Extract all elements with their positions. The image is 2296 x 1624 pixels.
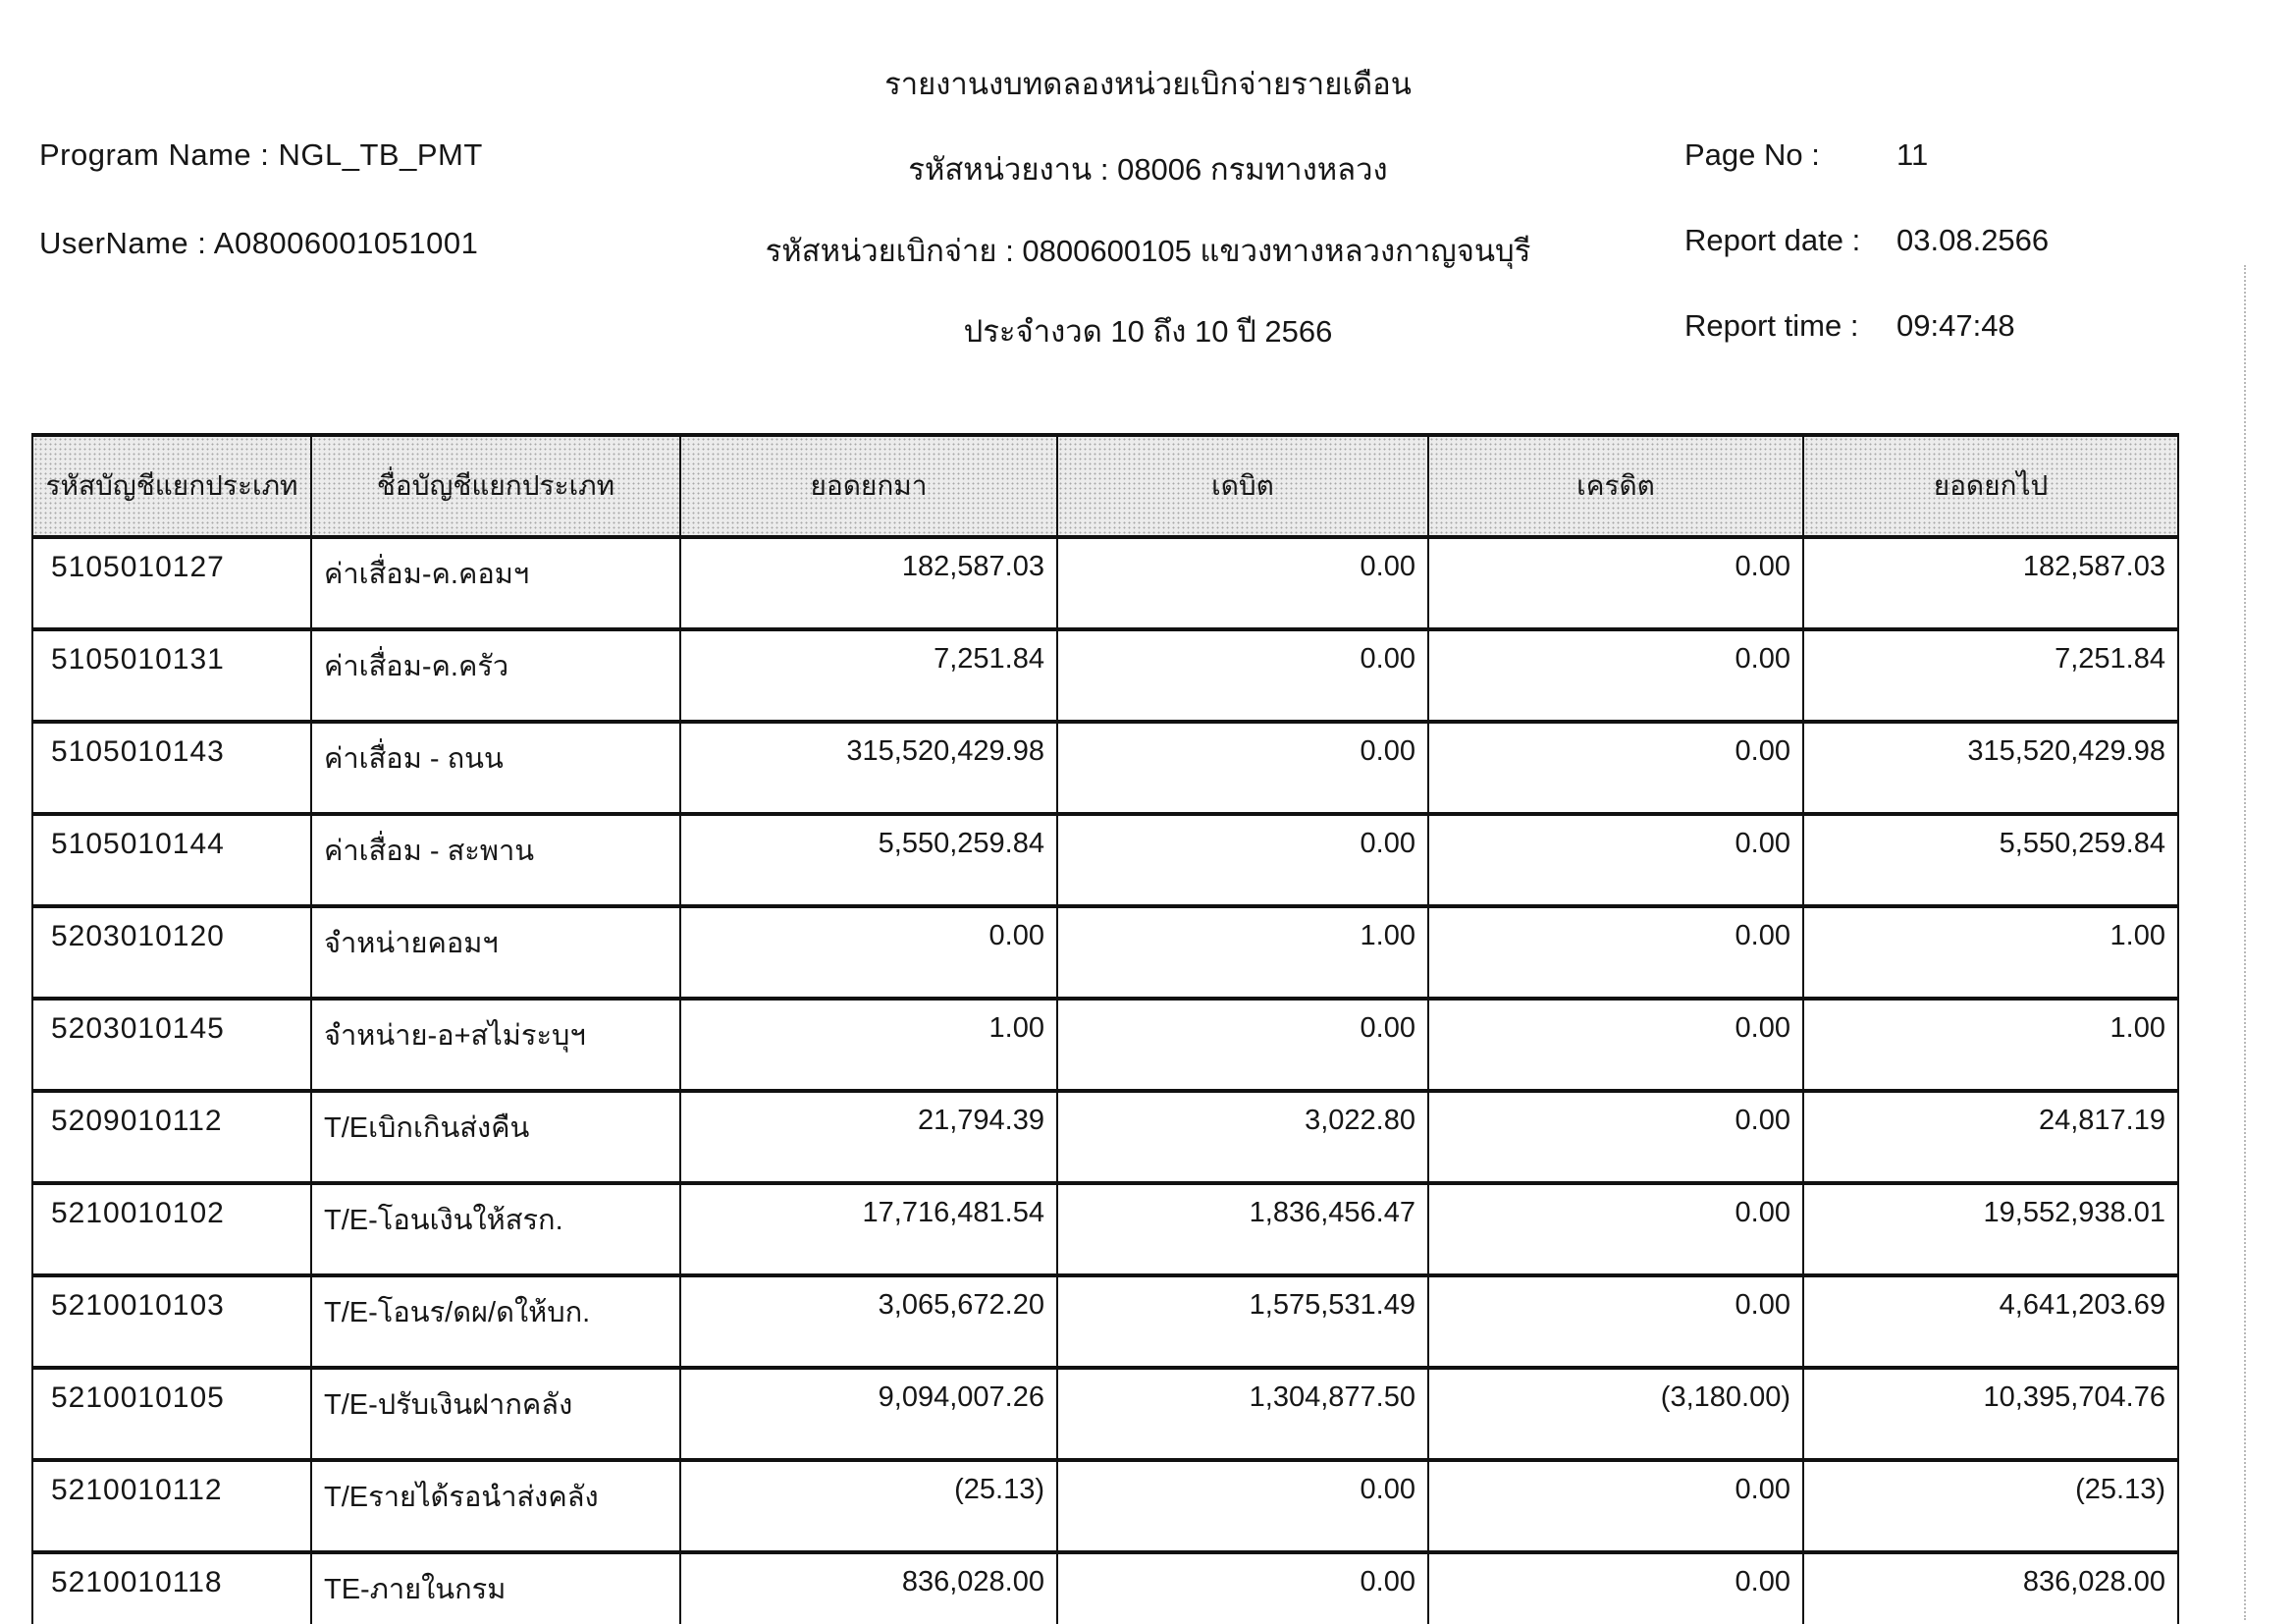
page-no-value: 11 — [1896, 137, 1929, 172]
report-time-value: 09:47:48 — [1896, 308, 2015, 343]
cell-account-code: 5105010143 — [32, 722, 311, 814]
cell-account-name: จำหน่ายคอมฯ — [311, 906, 680, 999]
cell-opening-balance: 315,520,429.98 — [680, 722, 1057, 814]
cell-closing-balance: 10,395,704.76 — [1803, 1368, 2178, 1460]
cell-account-code: 5210010105 — [32, 1368, 311, 1460]
cell-account-name: T/Eรายได้รอนำส่งคลัง — [311, 1460, 680, 1552]
col-header-account-name: ชื่อบัญชีแยกประเภท — [311, 435, 680, 537]
cell-account-name: TE-ภายในกรม — [311, 1552, 680, 1624]
cell-closing-balance: 7,251.84 — [1803, 629, 2178, 722]
cell-credit: 0.00 — [1428, 1183, 1803, 1275]
cell-closing-balance: 1.00 — [1803, 999, 2178, 1091]
cell-account-name: T/E-ปรับเงินฝากคลัง — [311, 1368, 680, 1460]
cell-account-name: T/E-โอนเงินให้สรก. — [311, 1183, 680, 1275]
cell-credit: 0.00 — [1428, 629, 1803, 722]
cell-credit: 0.00 — [1428, 1460, 1803, 1552]
col-header-debit: เดบิต — [1057, 435, 1428, 537]
cell-credit: 0.00 — [1428, 1552, 1803, 1624]
table-header — [32, 435, 2178, 537]
cell-closing-balance: 182,587.03 — [1803, 537, 2178, 629]
cell-debit: 0.00 — [1057, 1460, 1428, 1552]
table-row — [32, 814, 2178, 906]
cell-opening-balance: 0.00 — [680, 906, 1057, 999]
period-line: ประจำงวด 10 ถึง 10 ปี 2566 — [963, 314, 1333, 349]
cell-account-code: 5210010118 — [32, 1552, 311, 1624]
cell-debit: 0.00 — [1057, 629, 1428, 722]
col-header-closing-balance: ยอดยกไป — [1803, 435, 2178, 537]
cell-opening-balance: 21,794.39 — [680, 1091, 1057, 1183]
col-header-account-code: รหัสบัญชีแยกประเภท — [32, 435, 311, 537]
cell-account-name: T/E-โอนร/ดผ/ดให้บก. — [311, 1275, 680, 1368]
cell-opening-balance: 9,094,007.26 — [680, 1368, 1057, 1460]
program-name: Program Name : NGL_TB_PMT — [39, 137, 483, 172]
table-row — [32, 1091, 2178, 1183]
cell-opening-balance: 7,251.84 — [680, 629, 1057, 722]
disbursement-unit-line: รหัสหน่วยเบิกจ่าย : 0800600105 แขวงทางหลวงกาญจนบุรี — [765, 234, 1531, 268]
cell-debit: 1,304,877.50 — [1057, 1368, 1428, 1460]
table-row — [32, 1460, 2178, 1552]
col-header-credit: เครดิต — [1428, 435, 1803, 537]
cell-debit: 0.00 — [1057, 814, 1428, 906]
cell-opening-balance: 836,028.00 — [680, 1552, 1057, 1624]
cell-debit: 1,836,456.47 — [1057, 1183, 1428, 1275]
cell-debit: 0.00 — [1057, 537, 1428, 629]
table-row — [32, 537, 2178, 629]
cell-credit: (3,180.00) — [1428, 1368, 1803, 1460]
cell-opening-balance: 3,065,672.20 — [680, 1275, 1057, 1368]
agency-code-line: รหัสหน่วยงาน : 08006 กรมทางหลวง — [908, 152, 1388, 187]
cell-account-code: 5209010112 — [32, 1091, 311, 1183]
cell-closing-balance: 836,028.00 — [1803, 1552, 2178, 1624]
cell-closing-balance: 24,817.19 — [1803, 1091, 2178, 1183]
table-row — [32, 722, 2178, 814]
table-row — [32, 1552, 2178, 1624]
cell-debit: 1.00 — [1057, 906, 1428, 999]
cell-opening-balance: (25.13) — [680, 1460, 1057, 1552]
cell-account-code: 5203010120 — [32, 906, 311, 999]
report-time-label: Report time : — [1684, 308, 1859, 343]
cell-credit: 0.00 — [1428, 906, 1803, 999]
cell-debit: 0.00 — [1057, 722, 1428, 814]
trial-balance-table — [31, 433, 2179, 1624]
table-row — [32, 999, 2178, 1091]
cell-credit: 0.00 — [1428, 999, 1803, 1091]
cell-closing-balance: 19,552,938.01 — [1803, 1183, 2178, 1275]
cell-account-name: T/Eเบิกเกินส่งคืน — [311, 1091, 680, 1183]
col-header-opening-balance: ยอดยกมา — [680, 435, 1057, 537]
table-row — [32, 1275, 2178, 1368]
cell-opening-balance: 1.00 — [680, 999, 1057, 1091]
cell-credit: 0.00 — [1428, 537, 1803, 629]
report-date-value: 03.08.2566 — [1896, 223, 2050, 257]
cell-account-code: 5105010127 — [32, 537, 311, 629]
cell-debit: 0.00 — [1057, 999, 1428, 1091]
table-row — [32, 1368, 2178, 1460]
cell-account-code: 5203010145 — [32, 999, 311, 1091]
cell-closing-balance: 1.00 — [1803, 906, 2178, 999]
report-title: รายงานงบทดลองหน่วยเบิกจ่ายรายเดือน — [884, 67, 1412, 101]
cell-credit: 0.00 — [1428, 1275, 1803, 1368]
table-body — [32, 537, 2178, 1624]
cell-closing-balance: 4,641,203.69 — [1803, 1275, 2178, 1368]
cell-account-name: จำหน่าย-อ+สไม่ระบุฯ — [311, 999, 680, 1091]
cell-closing-balance: (25.13) — [1803, 1460, 2178, 1552]
header-right-block — [1684, 137, 2049, 394]
cell-debit: 1,575,531.49 — [1057, 1275, 1428, 1368]
cell-opening-balance: 17,716,481.54 — [680, 1183, 1057, 1275]
cell-closing-balance: 315,520,429.98 — [1803, 722, 2178, 814]
page-no-label: Page No : — [1684, 137, 1820, 172]
cell-account-code: 5105010131 — [32, 629, 311, 722]
cell-closing-balance: 5,550,259.84 — [1803, 814, 2178, 906]
cell-credit: 0.00 — [1428, 722, 1803, 814]
cell-debit: 3,022.80 — [1057, 1091, 1428, 1183]
cell-credit: 0.00 — [1428, 1091, 1803, 1183]
cell-account-code: 5105010144 — [32, 814, 311, 906]
table-row — [32, 1183, 2178, 1275]
cell-account-code: 5210010112 — [32, 1460, 311, 1552]
cell-account-name: ค่าเสื่อม-ค.ครัว — [311, 629, 680, 722]
table-row — [32, 906, 2178, 999]
scan-edge-artifact — [2244, 265, 2246, 1620]
cell-credit: 0.00 — [1428, 814, 1803, 906]
cell-account-code: 5210010102 — [32, 1183, 311, 1275]
table-row — [32, 629, 2178, 722]
report-date-label: Report date : — [1684, 223, 1861, 257]
cell-debit: 0.00 — [1057, 1552, 1428, 1624]
cell-account-name: ค่าเสื่อม - ถนน — [311, 722, 680, 814]
cell-account-name: ค่าเสื่อม-ค.คอมฯ — [311, 537, 680, 629]
cell-opening-balance: 182,587.03 — [680, 537, 1057, 629]
cell-opening-balance: 5,550,259.84 — [680, 814, 1057, 906]
user-name: UserName : A08006001051001 — [39, 226, 479, 260]
cell-account-code: 5210010103 — [32, 1275, 311, 1368]
cell-account-name: ค่าเสื่อม - สะพาน — [311, 814, 680, 906]
